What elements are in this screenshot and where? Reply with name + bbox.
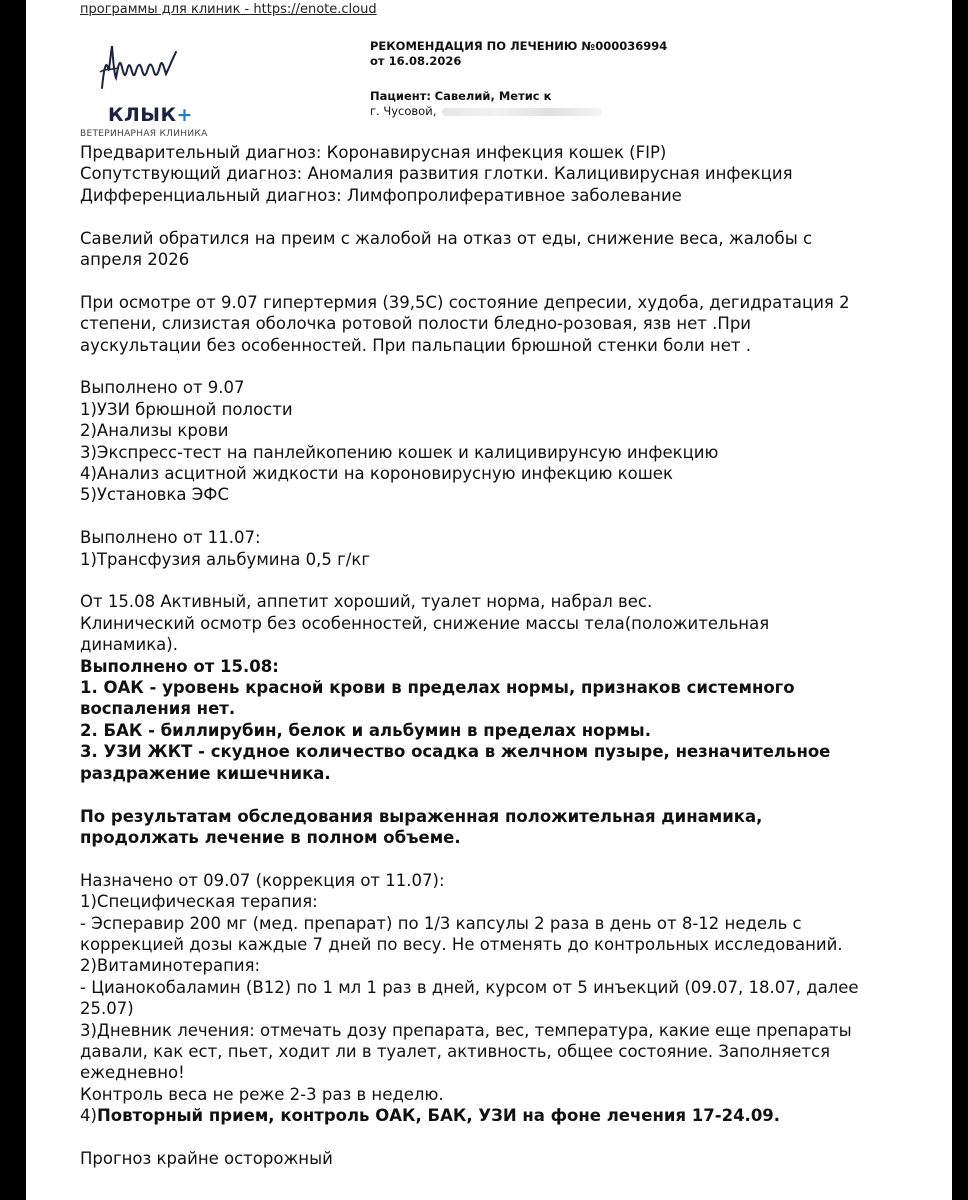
- prescription-line: - Эсперавир 200 мг (мед. препарат) по 1/3 капсулы 2 раза в день от 8-12 недель с: [80, 913, 802, 933]
- status-line: динамика).: [80, 635, 178, 655]
- result-line: 3. УЗИ ЖКТ - скудное количество осадка в желчном пузыре, незначительное: [80, 742, 831, 762]
- prescription-line: 1)Специфическая терапия:: [80, 892, 318, 912]
- logo-name: КЛЫК+: [108, 104, 193, 126]
- list-item: 1)Трансфузия альбумина 0,5 г/кг: [80, 549, 370, 569]
- redacted-address: [442, 108, 602, 116]
- patient-city: г. Чусовой,: [370, 104, 437, 118]
- patient-label: Пациент:: [370, 89, 431, 103]
- document-title: РЕКОМЕНДАЦИЯ ПО ЛЕЧЕНИЮ №000036994: [370, 39, 668, 53]
- prescription-line: 25.07): [80, 999, 134, 1019]
- prescription-item-4: 4)Повторный прием, контроль ОАК, БАК, УЗИ на фоне лечения 17-24.09.: [80, 1106, 781, 1126]
- list-item: 1)УЗИ брюшной полости: [80, 399, 293, 419]
- prescription-line: Контроль веса не реже 2-3 раз в неделю.: [80, 1084, 444, 1104]
- diagnosis-concomitant: Сопутствующий диагноз: Аномалия развития глотки. Калицивирусная инфекция: [80, 164, 793, 184]
- status-line: Клинический осмотр без особенностей, снижение массы тела(положительная: [80, 613, 770, 633]
- prescription-line: ежедневно!: [80, 1063, 185, 1083]
- list-item: 2)Анализы крови: [80, 421, 229, 441]
- exam-line: аускультации без особенностей. При пальпации брюшной стенки боли нет .: [80, 335, 751, 355]
- exam-line: степени, слизистая оболочка ротовой полости бледно-розовая, язв нет .При: [80, 314, 752, 334]
- document-date: от 16.08.2026: [370, 54, 462, 68]
- done-1107-heading: Выполнено от 11.07:: [80, 528, 261, 548]
- list-item: 3)Экспресс-тест на панлейкопению кошек и калицивирунсую инфекцию: [80, 442, 719, 462]
- logo-plus-icon: +: [176, 104, 193, 126]
- prognosis: Прогноз крайне осторожный: [80, 1148, 333, 1168]
- done-0907-heading: Выполнено от 9.07: [80, 378, 245, 398]
- header-link[interactable]: программы для клиник - https://enote.cloud: [80, 2, 377, 17]
- clinic-logo: [78, 38, 238, 142]
- patient-info: [370, 89, 602, 119]
- complaint-line: апреля 2026: [80, 250, 190, 270]
- diagnosis-differential: Дифференциальный диагноз: Лимфопролиферативное заболевание: [80, 185, 682, 205]
- logo-subtitle: ВЕТЕРИНАРНАЯ КЛИНИКА: [80, 129, 208, 139]
- document-page: [26, 0, 952, 1200]
- status-line: От 15.08 Активный, аппетит хороший, туалет норма, набрал вес.: [80, 592, 653, 612]
- document-header: [370, 39, 667, 69]
- conclusion-line: продолжать лечение в полном объеме.: [80, 827, 461, 847]
- result-line: 1. ОАК - уровень красной крови в пределах нормы, признаков системного: [80, 678, 795, 698]
- prescription-line: давали, как ест, пьет, ходит ли в туалет, активность, общее состояние. Заполняется: [80, 1041, 831, 1061]
- signature-logo-icon: [92, 38, 202, 102]
- exam-line: При осмотре от 9.07 гипертермия (39,5С) состояние депресии, худоба, дегидратация 2: [80, 292, 850, 312]
- list-item: 4)Анализ асцитной жидкости на короновирусную инфекцию кошек: [80, 464, 673, 484]
- complaint-line: Савелий обратился на преим с жалобой на отказ от еды, снижение веса, жалобы с: [80, 228, 813, 248]
- patient-value: Савелий, Метис к: [434, 89, 552, 103]
- result-line: раздражение кишечника.: [80, 763, 331, 783]
- prescription-line: коррекцией дозы каждые 7 дней по весу. Не отменять до контрольных исследований.: [80, 934, 843, 954]
- prescription-line: 2)Витаминотерапия:: [80, 956, 261, 976]
- prescription-line: 3)Дневник лечения: отмечать дозу препарата, вес, температура, какие еще препараты: [80, 1020, 852, 1040]
- conclusion-line: По результатам обследования выраженная положительная динамика,: [80, 806, 763, 826]
- result-line: 2. БАК - биллирубин, белок и альбумин в пределах нормы.: [80, 720, 651, 740]
- diagnosis-preliminary: Предварительный диагноз: Коронавирусная инфекция кошек (FIP): [80, 143, 667, 162]
- list-item: 5)Установка ЭФС: [80, 485, 229, 505]
- prescription-heading: Назначено от 09.07 (коррекция от 11.07):: [80, 870, 445, 890]
- prescription-line: - Цианокобаламин (В12) по 1 мл 1 раз в дней, курсом от 5 инъекций (09.07, 18.07, далее: [80, 977, 859, 997]
- recommendation-body: [80, 142, 940, 1169]
- done-1508-heading: Выполнено от 15.08:: [80, 656, 279, 676]
- result-line: воспаления нет.: [80, 699, 236, 719]
